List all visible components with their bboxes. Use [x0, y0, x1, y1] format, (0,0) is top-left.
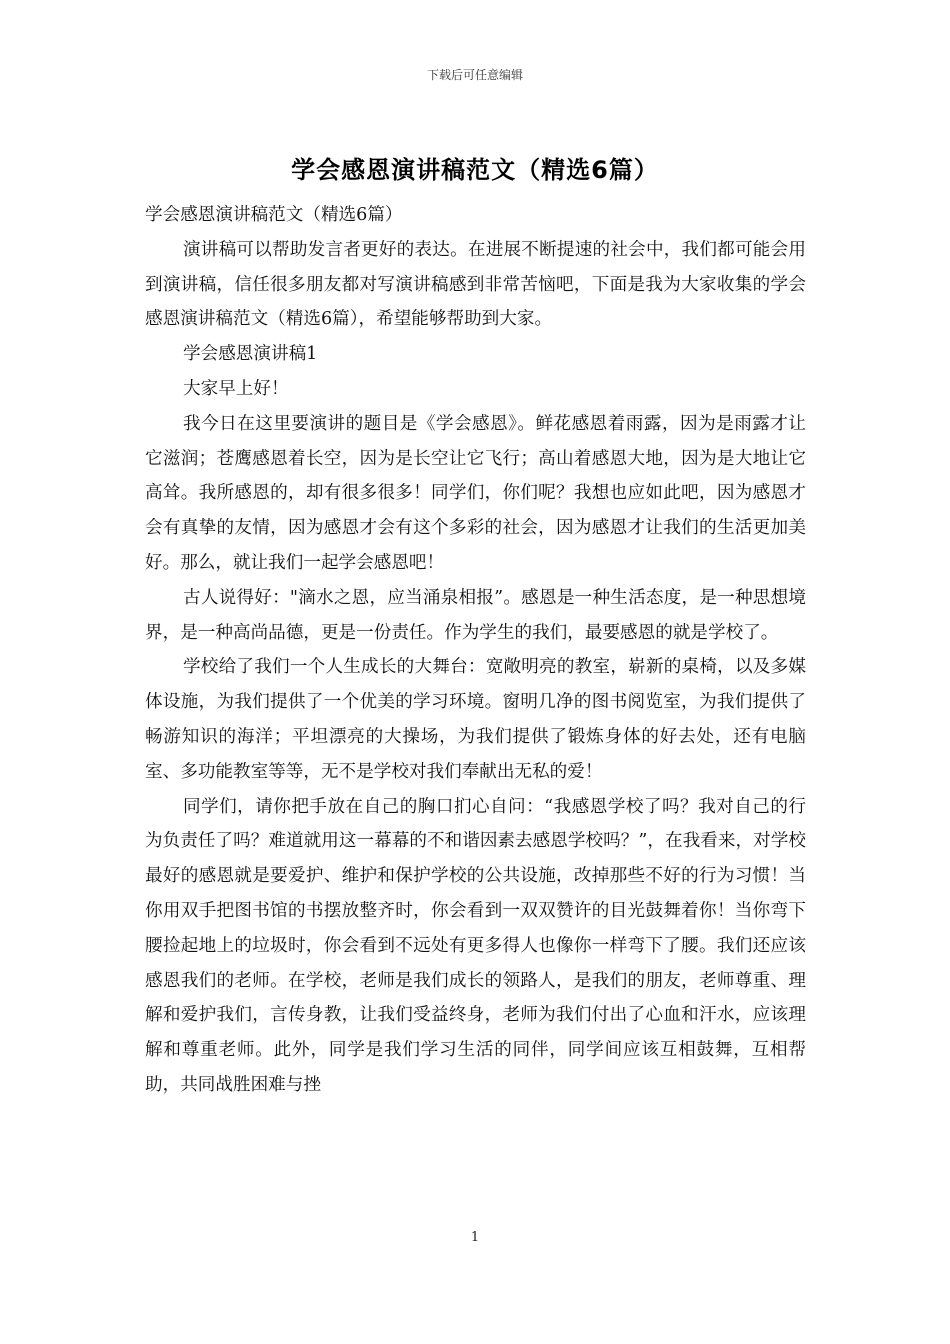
document-body — [145, 198, 806, 1103]
body-paragraph: 古人说得好："滴水之恩，应当涌泉相报”。感恩是一种生活态度，是一种思想境界，是一种高尚品德，更是一份责任。作为学生的我们，最要感恩的就是学校了。 — [145, 587, 806, 643]
body-paragraph: 同学们，请你把手放在自己的胸口扪心自问：“我感恩学校了吗？我对自己的行为负责任了吗？难道就用这一幕幕的不和谐因素去感恩学校吗？”，在我看来，对学校最好的感恩就是要爱护、维护和保护学校的公共设施，改掉那些不好的行为习惯！当你用双手把图书馆的书摆放整齐时，你会看到一双双赞许的目光鼓舞着你！当你弯下腰捡起地上的垃圾时，你会看到不远处有更多得人也像你一样弯下了腰。我们还应该感恩我们的老师。在学校，老师是我们成长的领路人，是我们的朋友，老师尊重、理解和爱护我们，言传身教，让我们受益终身，老师为我们付出了心血和汗水，应该理解和尊重老师。此外，同学是我们学习生活的同伴，同学间应该互相鼓舞，互相帮助，共同战胜困难与挫 — [145, 796, 806, 1095]
page-number: 1 — [470, 1230, 480, 1245]
greeting-paragraph: 大家早上好！ — [183, 378, 289, 399]
header-note: 下载后可任意编辑 — [426, 68, 523, 82]
subtitle-paragraph: 学会感恩演讲稿范文（精选6篇） — [145, 205, 403, 225]
document-title: 学会感恩演讲稿范文（精选6篇） — [291, 156, 659, 184]
body-paragraph: 我今日在这里要演讲的题目是《学会感恩》。鲜花感恩着雨露，因为是雨露才让它滋润；苍鹰感恩着长空，因为是长空让它飞行；高山着感恩大地，因为是大地让它高耸。我所感恩的，却有很多很多！同学们，你们呢？我想也应如此吧，因为感恩才会有真挚的友情，因为感恩才会有这个多彩的社会，因为感恩才让我们的生活更加美好。那么，就让我们一起学会感恩吧！ — [145, 413, 806, 573]
body-paragraph: 学校给了我们一个人生成长的大舞台：宽敞明亮的教室，崭新的桌椅，以及多媒体设施，为我们提供了一个优美的学习环境。窗明几净的图书阅览室，为我们提供了畅游知识的海洋；平坦漂亮的大操场，为我们提供了锻炼身体的好去处，还有电脑室、多功能教室等等，无不是学校对我们奉献出无私的爱！ — [145, 657, 806, 782]
section-heading: 学会感恩演讲稿1 — [183, 344, 318, 365]
intro-paragraph: 演讲稿可以帮助发言者更好的表达。在进展不断提速的社会中，我们都可能会用到演讲稿，信任很多朋友都对写演讲稿感到非常苦恼吧，下面是我为大家收集的学会感恩演讲稿范文（精选6篇），希望能够帮助到大家。 — [145, 239, 806, 330]
